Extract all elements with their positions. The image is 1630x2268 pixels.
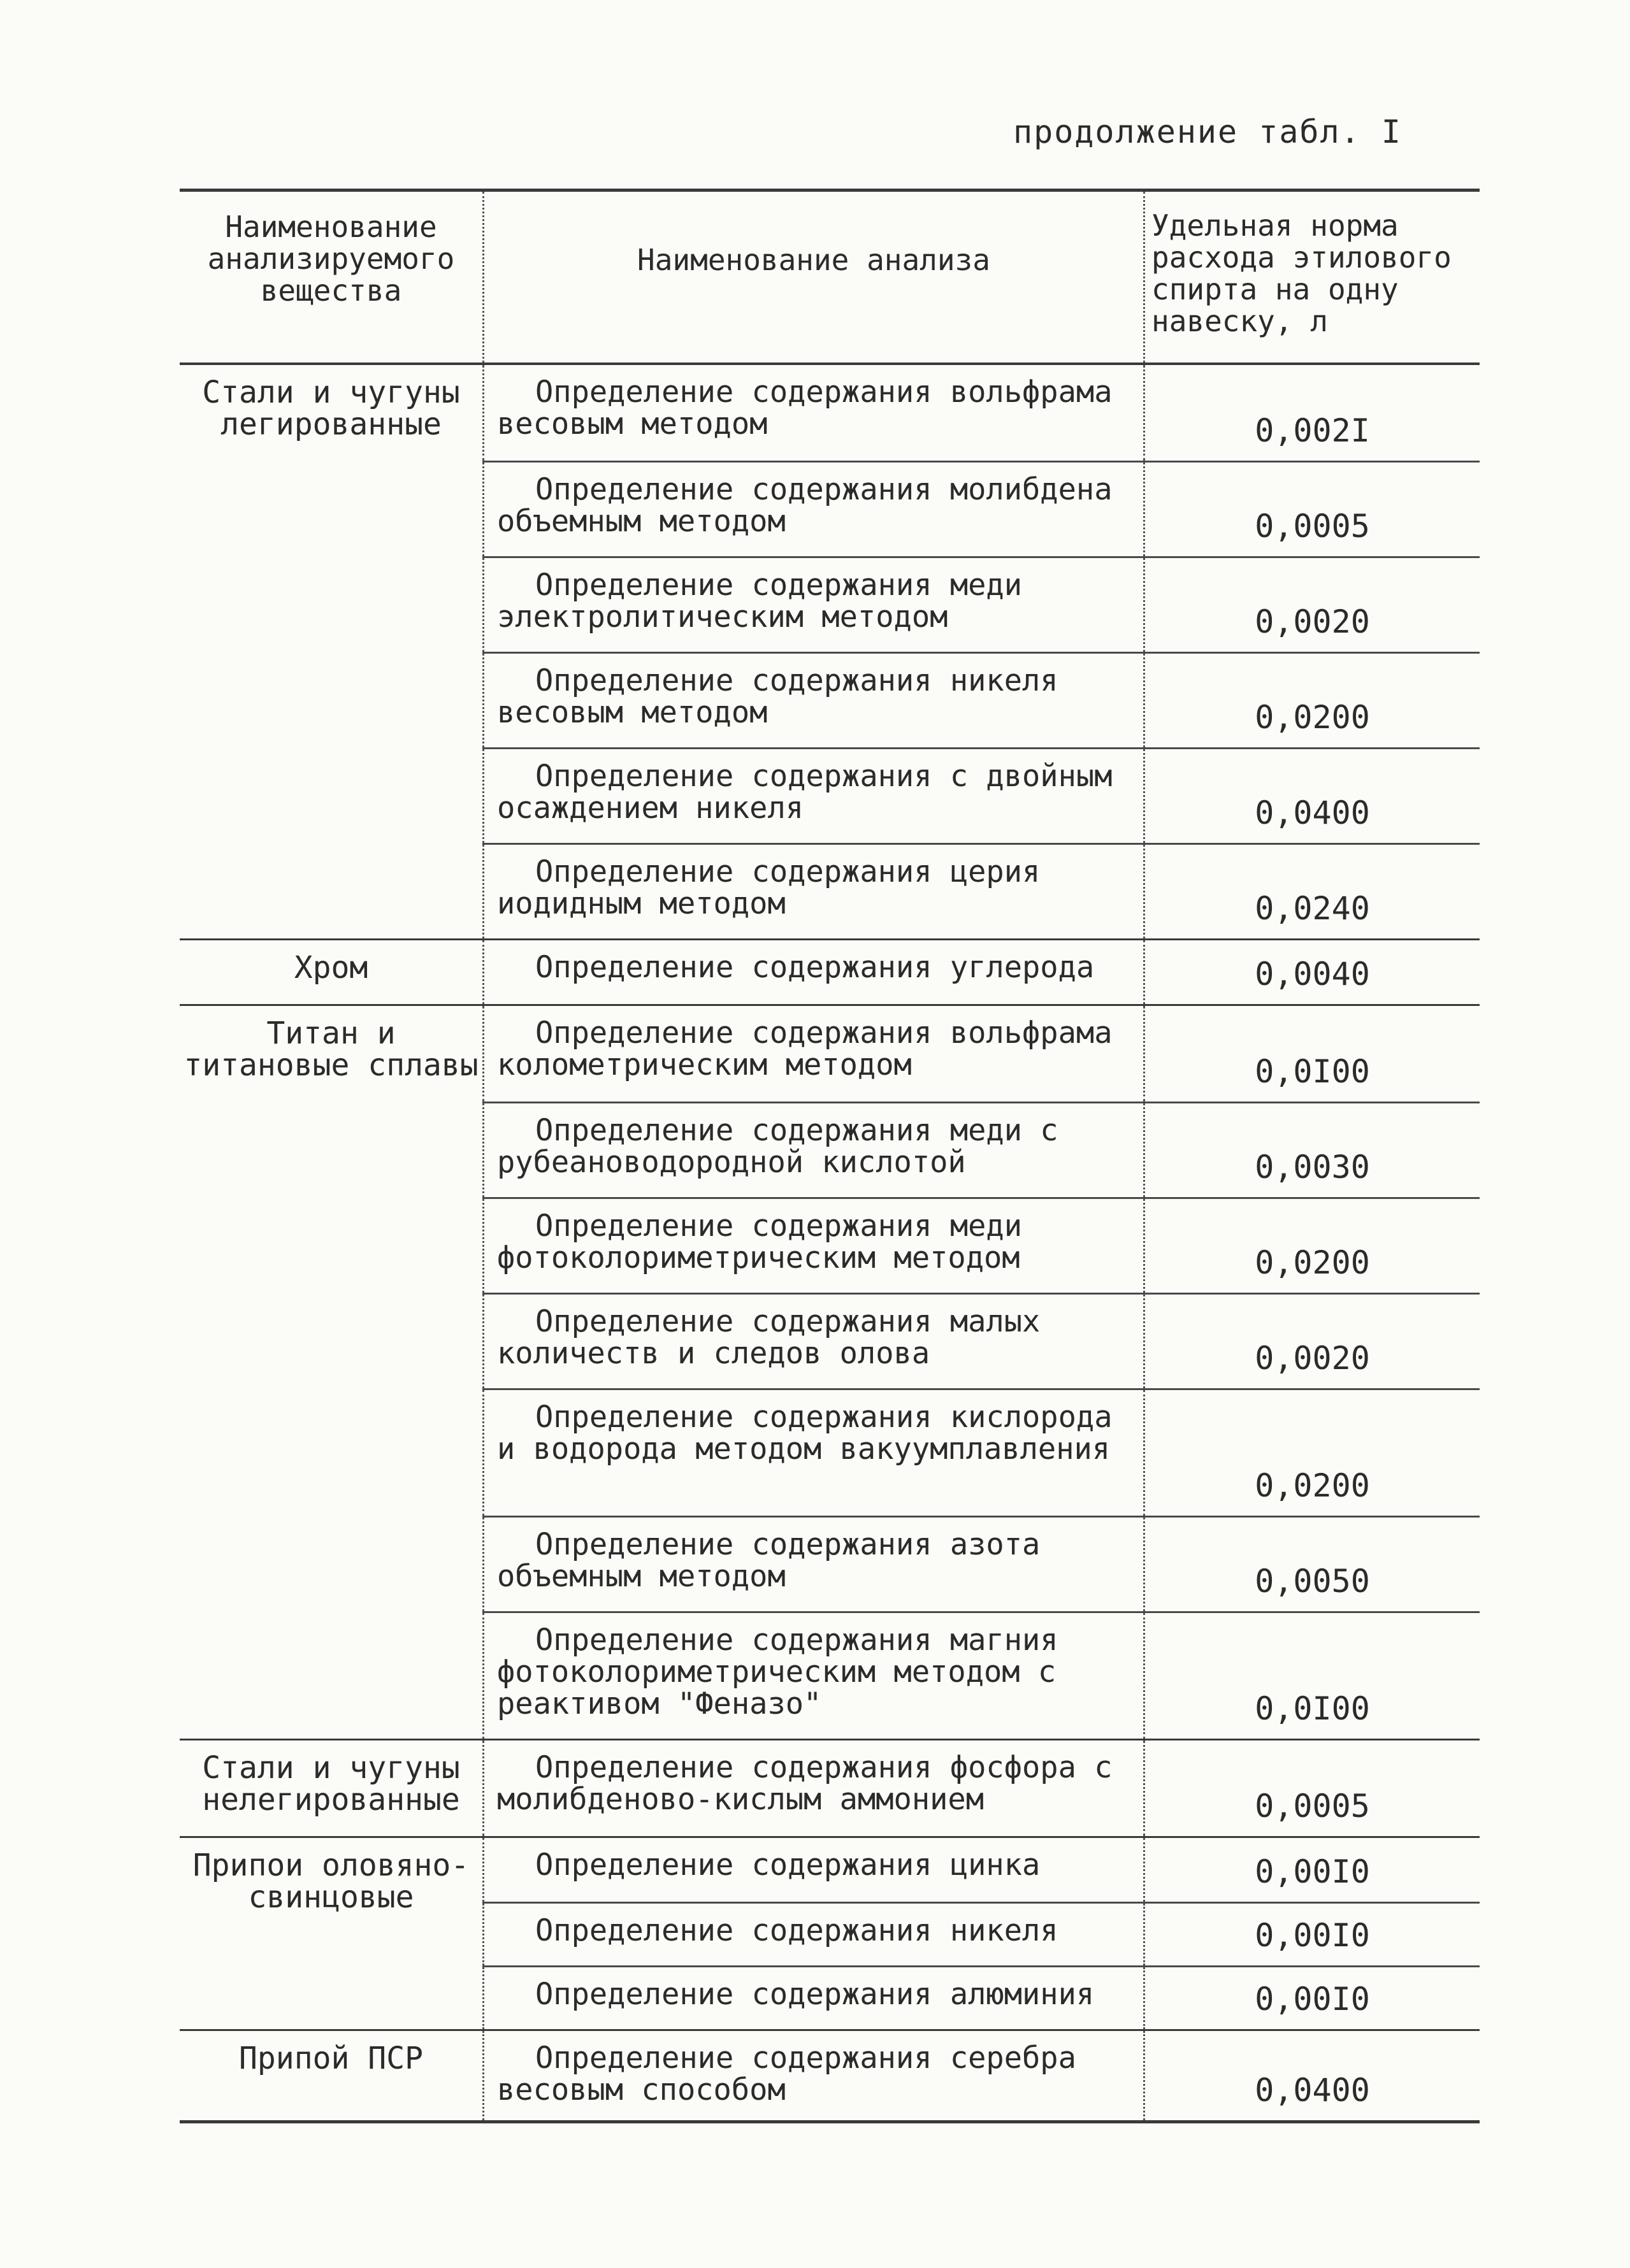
norm-value: 0,00I0 xyxy=(1255,1981,1370,2018)
norm-value: 0,0020 xyxy=(1255,1340,1370,1377)
substance-group xyxy=(180,365,1480,938)
substance-group xyxy=(180,1836,1480,2029)
analysis-rows xyxy=(482,1006,1480,1739)
table-row xyxy=(482,556,1480,652)
table-row xyxy=(482,843,1480,938)
analysis-name: Определение содержания меди с рубеановодородной кислотой xyxy=(482,1103,1145,1197)
table-row xyxy=(482,2031,1480,2120)
norm-value: 0,0I00 xyxy=(1255,1053,1370,1090)
substance-group xyxy=(180,1739,1480,1836)
substance-name: Стали и чугуны легированные xyxy=(202,375,460,442)
table-row xyxy=(482,1740,1480,1836)
table-row xyxy=(482,1902,1480,1965)
table-row xyxy=(482,1838,1480,1902)
table-row xyxy=(482,365,1480,461)
substance-name: Титан и титановые сплавы xyxy=(184,1016,479,1083)
analysis-name: Определение содержания вольфрама весовым методом xyxy=(482,365,1145,461)
header-substance: Наименование анализируемого вещества xyxy=(207,210,455,308)
analysis-rows xyxy=(482,365,1480,938)
analysis-name: Определение содержания вольфрама колометрическим методом xyxy=(482,1006,1145,1102)
table-header-row xyxy=(180,192,1480,365)
norm-value: 0,0030 xyxy=(1255,1149,1370,1186)
analysis-name: Определение содержания магния фотоколориметрическим методом с реактивом "Феназо" xyxy=(482,1613,1145,1739)
norm-value: 0,0050 xyxy=(1255,1563,1370,1600)
analysis-name: Определение содержания цинка xyxy=(482,1838,1145,1902)
table-row xyxy=(482,1293,1480,1388)
norm-value: 0,002I xyxy=(1255,412,1370,449)
analysis-name: Определение содержания с двойным осаждением никеля xyxy=(482,749,1145,843)
substance-name: Стали и чугуны нелегированные xyxy=(202,1750,460,1818)
analysis-name: Определение содержания фосфора с молибденово-кислым аммонием xyxy=(482,1740,1145,1836)
norm-value: 0,0020 xyxy=(1255,603,1370,640)
analysis-rows xyxy=(482,940,1480,1004)
analysis-name: Определение содержания молибдена объемным методом xyxy=(482,463,1145,556)
analysis-name: Определение содержания алюминия xyxy=(482,1967,1145,2029)
substance-name: Припой ПСР xyxy=(239,2041,423,2076)
alcohol-norms-table xyxy=(180,189,1480,2123)
norm-value: 0,0400 xyxy=(1255,2072,1370,2109)
norm-value: 0,0005 xyxy=(1255,508,1370,545)
table-row xyxy=(482,1965,1480,2029)
analysis-name: Определение содержания никеля xyxy=(482,1904,1145,1965)
table-row xyxy=(482,652,1480,747)
table-row xyxy=(482,1197,1480,1293)
analysis-name: Определение содержания церия иодидным методом xyxy=(482,845,1145,938)
table-row xyxy=(482,1102,1480,1197)
table-row xyxy=(482,747,1480,843)
norm-value: 0,0240 xyxy=(1255,890,1370,927)
norm-value: 0,0200 xyxy=(1255,1467,1370,1504)
norm-value: 0,0040 xyxy=(1255,956,1370,993)
table-row xyxy=(482,940,1480,1004)
substance-group xyxy=(180,1004,1480,1739)
header-analysis: Наименование анализа xyxy=(482,192,1145,362)
table-row xyxy=(482,461,1480,556)
norm-value: 0,0200 xyxy=(1255,699,1370,736)
analysis-rows xyxy=(482,1838,1480,2029)
header-norm: Удельная норма расхода этилового спирта на одну навеску, л xyxy=(1151,208,1452,338)
table-continuation-caption: продолжение табл. I xyxy=(1013,113,1402,150)
norm-value: 0,0I00 xyxy=(1255,1690,1370,1727)
analysis-name: Определение содержания меди электролитическим методом xyxy=(482,558,1145,652)
table-body xyxy=(180,365,1480,2120)
analysis-name: Определение содержания кислорода и водорода методом вакуумплавления xyxy=(482,1390,1145,1516)
analysis-name: Определение содержания меди фотоколориметрическим методом xyxy=(482,1199,1145,1293)
analysis-name: Определение содержания никеля весовым методом xyxy=(482,654,1145,747)
substance-group xyxy=(180,2029,1480,2120)
table-row xyxy=(482,1388,1480,1516)
table-row xyxy=(482,1516,1480,1611)
norm-value: 0,0200 xyxy=(1255,1244,1370,1281)
analysis-rows xyxy=(482,2031,1480,2120)
norm-value: 0,0005 xyxy=(1255,1788,1370,1825)
table-row xyxy=(482,1611,1480,1739)
table-row xyxy=(482,1006,1480,1102)
norm-value: 0,00I0 xyxy=(1255,1917,1370,1954)
analysis-name: Определение содержания азота объемным методом xyxy=(482,1518,1145,1611)
substance-group xyxy=(180,938,1480,1004)
norm-value: 0,00I0 xyxy=(1255,1853,1370,1890)
analysis-name: Определение содержания малых количеств и следов олова xyxy=(482,1295,1145,1388)
substance-name: Хром xyxy=(294,950,368,986)
norm-value: 0,0400 xyxy=(1255,794,1370,831)
analysis-name: Определение содержания углерода xyxy=(482,940,1145,1004)
substance-name: Припои оловяно-свинцовые xyxy=(192,1848,470,1915)
analysis-name: Определение содержания серебра весовым способом xyxy=(482,2031,1145,2120)
analysis-rows xyxy=(482,1740,1480,1836)
